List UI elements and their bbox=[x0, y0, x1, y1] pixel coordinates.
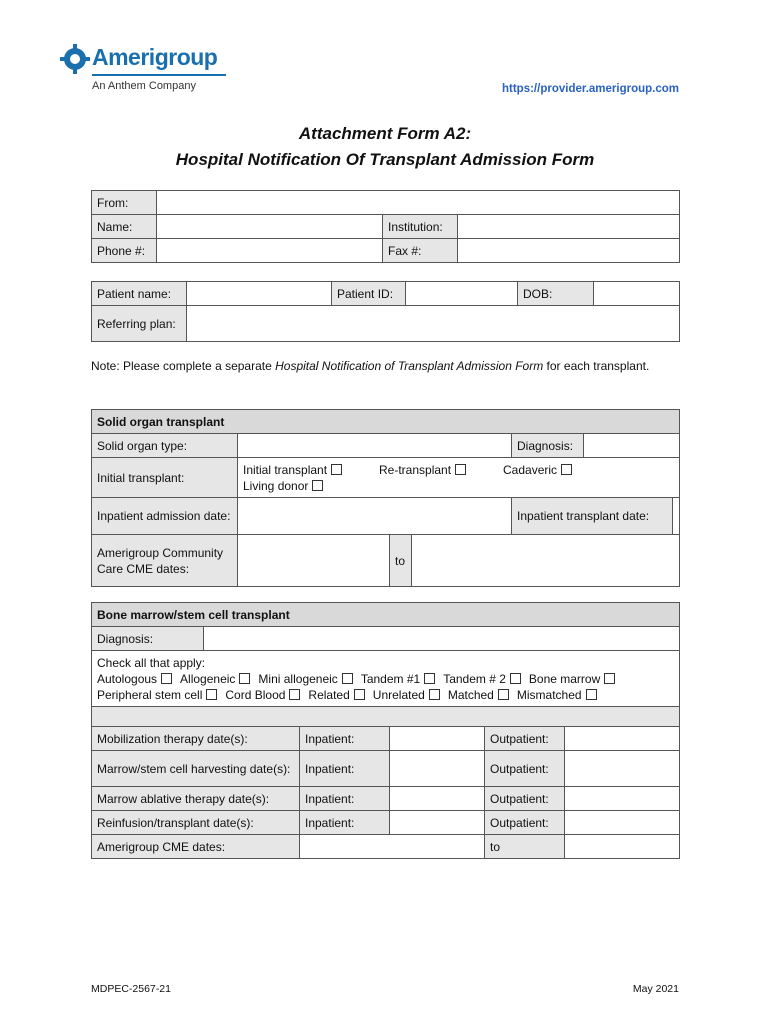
initial-transplant-label: Initial transplant: bbox=[92, 458, 238, 498]
inpatient-label: Inpatient: bbox=[300, 787, 390, 811]
bm-option-label: Tandem #1 bbox=[360, 671, 421, 686]
amerigroup-logo bbox=[60, 42, 230, 94]
bm-option[interactable] bbox=[443, 672, 521, 686]
inpatient-label: Inpatient: bbox=[300, 751, 390, 787]
form-title: Attachment Form A2: bbox=[298, 124, 472, 143]
form-subtitle: Hospital Notification Of Transplant Admission Form bbox=[175, 150, 595, 169]
solid-organ-table bbox=[91, 409, 680, 587]
bm-cme-dates-label: Amerigroup CME dates: bbox=[92, 835, 300, 859]
patient-table bbox=[91, 281, 680, 342]
bone-marrow-table bbox=[91, 602, 680, 859]
bm-option[interactable] bbox=[373, 688, 440, 702]
bm-cme-start-field[interactable] bbox=[300, 835, 485, 859]
referring-plan-field[interactable] bbox=[187, 306, 680, 342]
outpatient-field[interactable] bbox=[565, 787, 680, 811]
inpatient-transplant-field[interactable] bbox=[673, 498, 679, 534]
outpatient-field[interactable] bbox=[565, 811, 680, 835]
bone-marrow-heading: Bone marrow/stem cell transplant bbox=[92, 603, 680, 627]
bm-option[interactable] bbox=[517, 688, 597, 702]
bm-option[interactable] bbox=[529, 672, 615, 686]
bm-cme-end-field[interactable] bbox=[565, 835, 680, 859]
dob-label: DOB: bbox=[518, 282, 594, 306]
checkbox[interactable] bbox=[424, 673, 435, 684]
bm-option-label: Mini allogeneic bbox=[258, 671, 338, 686]
date-row-label: Reinfusion/transplant date(s): bbox=[92, 811, 300, 835]
bm-option-label: Cord Blood bbox=[225, 687, 286, 702]
bm-option[interactable] bbox=[308, 688, 364, 702]
outpatient-label: Outpatient: bbox=[485, 787, 565, 811]
organ-type-field[interactable] bbox=[238, 434, 512, 458]
checkbox[interactable] bbox=[498, 689, 509, 700]
bm-option[interactable] bbox=[97, 672, 172, 686]
form-code: MDPEC-2567-21 bbox=[91, 983, 171, 995]
spacer-row bbox=[92, 707, 680, 727]
date-row-label: Mobilization therapy date(s): bbox=[92, 727, 300, 751]
bm-option-label: Related bbox=[308, 687, 350, 702]
checkbox[interactable] bbox=[331, 464, 342, 475]
inpatient-admission-label: Inpatient admission date: bbox=[92, 498, 238, 535]
living-donor-option[interactable]: Living donor bbox=[243, 478, 674, 494]
bm-option-label: Peripheral stem cell bbox=[97, 687, 203, 702]
outpatient-field[interactable] bbox=[565, 727, 680, 751]
outpatient-label: Outpatient: bbox=[485, 751, 565, 787]
checkbox[interactable] bbox=[312, 480, 323, 491]
bm-option[interactable] bbox=[225, 688, 300, 702]
note-text: Note: Please complete a separate Hospital Notification of Transplant Admission Form for each transplant. bbox=[91, 359, 650, 373]
bm-option-label: Unrelated bbox=[372, 687, 425, 702]
checkbox[interactable] bbox=[161, 673, 172, 684]
cme-dates-label: Amerigroup Community Care CME dates: bbox=[92, 535, 238, 587]
fax-field[interactable] bbox=[458, 239, 680, 263]
inpatient-label: Inpatient: bbox=[300, 727, 390, 751]
bm-option[interactable] bbox=[97, 688, 217, 702]
bm-option-label: Tandem # 2 bbox=[443, 671, 506, 686]
solid-diagnosis-field[interactable] bbox=[584, 434, 680, 458]
checkbox[interactable] bbox=[239, 673, 250, 684]
bm-option[interactable] bbox=[361, 672, 435, 686]
cme-start-field[interactable] bbox=[238, 535, 390, 587]
checkbox[interactable] bbox=[604, 673, 615, 684]
inpatient-field[interactable] bbox=[390, 787, 485, 811]
institution-field[interactable] bbox=[458, 215, 680, 239]
bm-diagnosis-label: Diagnosis: bbox=[92, 627, 204, 651]
checkbox[interactable] bbox=[586, 689, 597, 700]
bm-option-label: Allogeneic bbox=[180, 671, 236, 686]
form-date: May 2021 bbox=[632, 983, 679, 995]
checkbox[interactable] bbox=[206, 689, 217, 700]
inpatient-field[interactable] bbox=[390, 811, 485, 835]
date-row-label: Marrow/stem cell harvesting date(s): bbox=[92, 751, 300, 787]
cadaveric-option[interactable]: Cadaveric bbox=[503, 462, 572, 478]
fax-label: Fax #: bbox=[383, 239, 458, 263]
name-field[interactable] bbox=[157, 215, 383, 239]
solid-organ-heading: Solid organ transplant bbox=[92, 410, 680, 434]
inpatient-field[interactable] bbox=[390, 727, 485, 751]
check-all-label: Check all that apply: bbox=[97, 655, 206, 670]
checkbox[interactable] bbox=[354, 689, 365, 700]
phone-field[interactable] bbox=[157, 239, 383, 263]
checkbox[interactable] bbox=[429, 689, 440, 700]
gear-logo-icon bbox=[60, 44, 90, 74]
outpatient-label: Outpatient: bbox=[485, 727, 565, 751]
checkbox[interactable] bbox=[289, 689, 300, 700]
phone-label: Phone #: bbox=[92, 239, 157, 263]
checkbox[interactable] bbox=[455, 464, 466, 475]
from-label: From: bbox=[92, 191, 157, 215]
bm-option[interactable] bbox=[258, 672, 352, 686]
checkbox[interactable] bbox=[342, 673, 353, 684]
patient-id-field[interactable] bbox=[406, 282, 518, 306]
outpatient-field[interactable] bbox=[565, 751, 680, 787]
options-row-2 bbox=[97, 687, 674, 703]
institution-label: Institution: bbox=[383, 215, 458, 239]
retransplant-option[interactable]: Re-transplant bbox=[379, 462, 503, 478]
date-row-label: Marrow ablative therapy date(s): bbox=[92, 787, 300, 811]
bm-diagnosis-field[interactable] bbox=[204, 627, 680, 651]
bm-option[interactable] bbox=[448, 688, 509, 702]
bm-option-label: Matched bbox=[447, 687, 494, 702]
dob-field[interactable] bbox=[594, 282, 680, 306]
logo-wordmark: Amerigroup bbox=[92, 44, 218, 70]
patient-name-field[interactable] bbox=[187, 282, 332, 306]
inpatient-admission-field[interactable] bbox=[238, 498, 512, 535]
inpatient-transplant-label: Inpatient transplant date: bbox=[512, 498, 673, 534]
bm-option-label: Mismatched bbox=[516, 687, 582, 702]
patient-id-label: Patient ID: bbox=[332, 282, 406, 306]
check-all-section bbox=[92, 651, 680, 707]
logo-underline bbox=[92, 74, 226, 76]
bm-option-label: Bone marrow bbox=[528, 671, 601, 686]
solid-diagnosis-label: Diagnosis: bbox=[512, 434, 584, 458]
checkbox[interactable] bbox=[561, 464, 572, 475]
provider-url-link[interactable]: https://provider.amerigroup.com bbox=[502, 83, 679, 95]
from-field[interactable] bbox=[157, 191, 680, 215]
inpatient-field[interactable] bbox=[390, 751, 485, 787]
cme-end-field[interactable] bbox=[412, 535, 680, 587]
initial-transplant-option[interactable]: Initial transplant bbox=[243, 462, 379, 478]
patient-name-label: Patient name: bbox=[92, 282, 187, 306]
bm-cme-to-label: to bbox=[485, 835, 565, 859]
inpatient-label: Inpatient: bbox=[300, 811, 390, 835]
outpatient-label: Outpatient: bbox=[485, 811, 565, 835]
checkbox[interactable] bbox=[510, 673, 521, 684]
cme-to-label: to bbox=[390, 535, 412, 587]
bm-option-label: Autologous bbox=[97, 671, 158, 686]
bm-option[interactable] bbox=[180, 672, 250, 686]
referring-plan-label: Referring plan: bbox=[92, 306, 187, 342]
contact-table bbox=[91, 190, 680, 263]
organ-type-label: Solid organ type: bbox=[92, 434, 238, 458]
name-label: Name: bbox=[92, 215, 157, 239]
options-row-1 bbox=[97, 671, 674, 687]
initial-transplant-options bbox=[238, 458, 680, 498]
logo-tagline: An Anthem Company bbox=[92, 80, 196, 92]
